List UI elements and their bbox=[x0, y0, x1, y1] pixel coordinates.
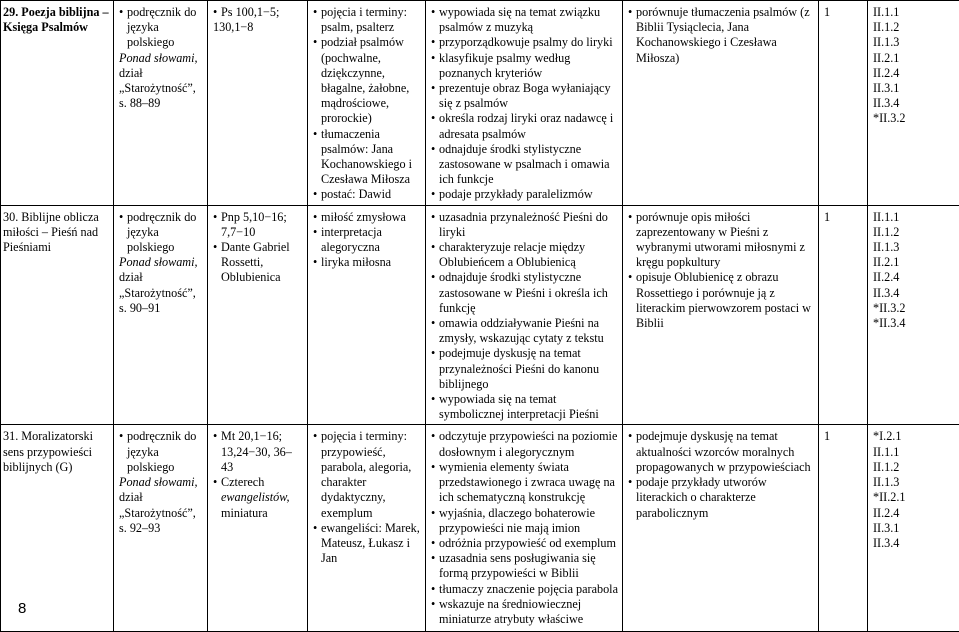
texts-item: • Dante Gabriel Rossetti, Oblubienica bbox=[213, 240, 304, 286]
italic-fragment: ewangelistów, bbox=[221, 490, 290, 504]
basic-requirement-list bbox=[431, 210, 619, 423]
curriculum-code: II.2.4 bbox=[873, 506, 956, 521]
basic-requirement-list bbox=[431, 5, 619, 203]
basic-requirement-item: • wymienia elementy świata przedstawionego i zwraca uwagę na ich schematyczną konstrukcję bbox=[431, 460, 619, 506]
concept-item: • pojęcia i terminy: przypowieść, parabola, alegoria, charakter dydaktyczny, exemplum bbox=[313, 429, 422, 520]
extended-requirements-cell bbox=[623, 205, 819, 425]
table-row bbox=[1, 205, 959, 425]
concept-list bbox=[313, 429, 422, 566]
basic-requirement-item: • wypowiada się na temat związku psalmów z muzyką bbox=[431, 5, 619, 35]
lesson-title-cell bbox=[1, 205, 114, 425]
source-cell bbox=[114, 205, 208, 425]
basic-requirement-list bbox=[431, 429, 619, 627]
basic-requirement-item: • wskazuje na średniowiecznej miniaturze atrybuty właściwe bbox=[431, 597, 619, 627]
source-list bbox=[119, 5, 204, 111]
texts-cell bbox=[208, 1, 308, 206]
texts-list bbox=[213, 5, 304, 35]
basic-requirement-item: • podejmuje dyskusję na temat przynależności Pieśni do kanonu biblijnego bbox=[431, 346, 619, 392]
extended-requirements-cell bbox=[623, 425, 819, 632]
extended-requirement-item: • podejmuje dyskusję na temat aktualności wzorców moralnych propagowanych w przypowieściach bbox=[628, 429, 815, 475]
basic-requirement-item: • odczytuje przypowieści na poziomie dosłownym i alegorycznym bbox=[431, 429, 619, 459]
basic-requirement-item: • przyporządkowuje psalmy do liryki bbox=[431, 35, 619, 50]
codes-cell bbox=[868, 1, 959, 206]
basic-requirement-item: • klasyfikuje psalmy według poznanych kryteriów bbox=[431, 51, 619, 81]
texts-list bbox=[213, 429, 304, 520]
texts-item: • Mt 20,1−16; 13,24−30, 36–43 bbox=[213, 429, 304, 475]
texts-item: • Czterech ewangelistów, miniatura bbox=[213, 475, 304, 521]
curriculum-code: II.3.1 bbox=[873, 521, 956, 536]
texts-item: 130,1−8 bbox=[213, 20, 304, 35]
basic-requirements-cell bbox=[426, 205, 623, 425]
basic-requirement-item: • tłumaczy znaczenie pojęcia parabola bbox=[431, 582, 619, 597]
curriculum-code: II.1.2 bbox=[873, 20, 956, 35]
source-item: Ponad słowami, bbox=[119, 255, 204, 270]
texts-item: • Pnp 5,10−16; 7,7−10 bbox=[213, 210, 304, 240]
texts-list bbox=[213, 210, 304, 286]
basic-requirement-item: • określa rodzaj liryki oraz nadawcę i adresata psalmów bbox=[431, 111, 619, 141]
extended-requirement-list bbox=[628, 210, 815, 332]
concept-item: • pojęcia i terminy: psalm, psalterz bbox=[313, 5, 422, 35]
lesson-title-cell bbox=[1, 1, 114, 206]
curriculum-code: II.3.1 bbox=[873, 81, 956, 96]
table-body bbox=[1, 1, 959, 632]
extended-requirement-item: • opisuje Oblubienicę z obrazu Rossettiego i porównuje ją z literackim pierwowzorem postaci w Biblii bbox=[628, 270, 815, 331]
extended-requirement-list bbox=[628, 5, 815, 66]
curriculum-code: II.1.1 bbox=[873, 445, 956, 460]
concept-item: • tłumaczenia psalmów: Jana Kochanowskiego i Czesława Miłosza bbox=[313, 127, 422, 188]
curriculum-code: II.2.4 bbox=[873, 66, 956, 81]
curriculum-code: *II.3.2 bbox=[873, 301, 956, 316]
extended-requirement-item: • porównuje opis miłości zaprezentowany w Pieśni z wybranymi utworami miłosnymi z kręgu popkultury bbox=[628, 210, 815, 271]
extended-requirements-cell bbox=[623, 1, 819, 206]
extended-requirement-item: • porównuje tłumaczenia psalmów (z Biblii Tysiąclecia, Jana Kochanowskiego i Czesława Miłosza) bbox=[628, 5, 815, 66]
codes-cell bbox=[868, 205, 959, 425]
texts-cell bbox=[208, 205, 308, 425]
curriculum-code: II.1.2 bbox=[873, 225, 956, 240]
curriculum-code: II.3.4 bbox=[873, 286, 956, 301]
texts-cell bbox=[208, 425, 308, 632]
curriculum-code: *II.3.4 bbox=[873, 316, 956, 331]
curriculum-code: II.1.3 bbox=[873, 475, 956, 490]
source-cell bbox=[114, 1, 208, 206]
basic-requirement-item: • omawia oddziaływanie Pieśni na zmysły, wskazując cytaty z tekstu bbox=[431, 316, 619, 346]
concept-item: • liryka miłosna bbox=[313, 255, 422, 270]
source-item: dział „Starożytność”, bbox=[119, 66, 204, 96]
table-row bbox=[1, 1, 959, 206]
basic-requirement-item: • charakteryzuje relacje między Oblubieńcem a Oblubienicą bbox=[431, 240, 619, 270]
basic-requirement-item: • uzasadnia przynależność Pieśni do liryki bbox=[431, 210, 619, 240]
source-item: • podręcznik do języka polskiego bbox=[119, 210, 204, 256]
curriculum-code: *II.3.2 bbox=[873, 111, 956, 126]
source-item: s. 92–93 bbox=[119, 521, 204, 536]
hours-value: 1 bbox=[824, 210, 830, 224]
curriculum-code: II.1.1 bbox=[873, 210, 956, 225]
basic-requirements-cell bbox=[426, 425, 623, 632]
curriculum-code: II.2.4 bbox=[873, 270, 956, 285]
concepts-cell bbox=[308, 1, 426, 206]
hours-value: 1 bbox=[824, 429, 830, 443]
curriculum-code: *I.2.1 bbox=[873, 429, 956, 444]
source-item: • podręcznik do języka polskiego bbox=[119, 429, 204, 475]
curriculum-code: II.1.3 bbox=[873, 35, 956, 50]
concept-list bbox=[313, 210, 422, 271]
curriculum-code: II.1.3 bbox=[873, 240, 956, 255]
lesson-title: 29. Poezja biblijna – Księga Psalmów bbox=[3, 5, 109, 34]
curriculum-code: II.3.4 bbox=[873, 536, 956, 551]
extended-requirement-list bbox=[628, 429, 815, 520]
basic-requirement-item: • podaje przykłady paralelizmów bbox=[431, 187, 619, 202]
source-list bbox=[119, 429, 204, 535]
hours-cell bbox=[819, 205, 868, 425]
basic-requirement-item: • odnajduje środki stylistyczne zastosowane w Pieśni i określa ich funkcję bbox=[431, 270, 619, 316]
codes-cell bbox=[868, 425, 959, 632]
basic-requirement-item: • odnajduje środki stylistyczne zastosowane w psalmach i omawia ich funkcje bbox=[431, 142, 619, 188]
concept-item: • podział psalmów (pochwalne, dziękczynne, błagalne, żałobne, mądrościowe, prorockie) bbox=[313, 35, 422, 126]
concept-item: • ewangeliści: Marek, Mateusz, Łukasz i Jan bbox=[313, 521, 422, 567]
source-list bbox=[119, 210, 204, 316]
curriculum-code: II.3.4 bbox=[873, 96, 956, 111]
source-cell bbox=[114, 425, 208, 632]
curriculum-code: II.1.2 bbox=[873, 460, 956, 475]
basic-requirement-item: • wypowiada się na temat symbolicznej interpretacji Pieśni bbox=[431, 392, 619, 422]
basic-requirement-item: • wyjaśnia, dlaczego bohaterowie przypowieści nie mają imion bbox=[431, 506, 619, 536]
source-item: • podręcznik do języka polskiego bbox=[119, 5, 204, 51]
texts-item: • Ps 100,1−5; bbox=[213, 5, 304, 20]
basic-requirement-item: • uzasadnia sens posługiwania się formą przypowieści w Biblii bbox=[431, 551, 619, 581]
lesson-title: 30. Biblijne oblicza miłości – Pieśń nad Pieśniami bbox=[3, 210, 99, 254]
concept-list bbox=[313, 5, 422, 203]
hours-cell bbox=[819, 1, 868, 206]
curriculum-code: II.2.1 bbox=[873, 51, 956, 66]
source-item: dział „Starożytność”, bbox=[119, 490, 204, 520]
concept-item: • postać: Dawid bbox=[313, 187, 422, 202]
basic-requirements-cell bbox=[426, 1, 623, 206]
concepts-cell bbox=[308, 425, 426, 632]
hours-cell bbox=[819, 425, 868, 632]
source-item: Ponad słowami, bbox=[119, 51, 204, 66]
source-item: s. 88–89 bbox=[119, 96, 204, 111]
curriculum-code: II.1.1 bbox=[873, 5, 956, 20]
curriculum-code: *II.2.1 bbox=[873, 490, 956, 505]
source-item: s. 90–91 bbox=[119, 301, 204, 316]
basic-requirement-item: • prezentuje obraz Boga wyłaniający się z psalmów bbox=[431, 81, 619, 111]
extended-requirement-item: • podaje przykłady utworów literackich o charakterze parabolicznym bbox=[628, 475, 815, 521]
curriculum-code: II.2.1 bbox=[873, 255, 956, 270]
concepts-cell bbox=[308, 205, 426, 425]
source-item: Ponad słowami, bbox=[119, 475, 204, 490]
lesson-title: 31. Moralizatorski sens przypowieści biblijnych (G) bbox=[3, 429, 93, 473]
hours-value: 1 bbox=[824, 5, 830, 19]
concept-item: • miłość zmysłowa bbox=[313, 210, 422, 225]
concept-item: • interpretacja alegoryczna bbox=[313, 225, 422, 255]
page-number: 8 bbox=[18, 601, 26, 617]
basic-requirement-item: • odróżnia przypowieść od exemplum bbox=[431, 536, 619, 551]
table-row bbox=[1, 425, 959, 632]
source-item: dział „Starożytność”, bbox=[119, 270, 204, 300]
